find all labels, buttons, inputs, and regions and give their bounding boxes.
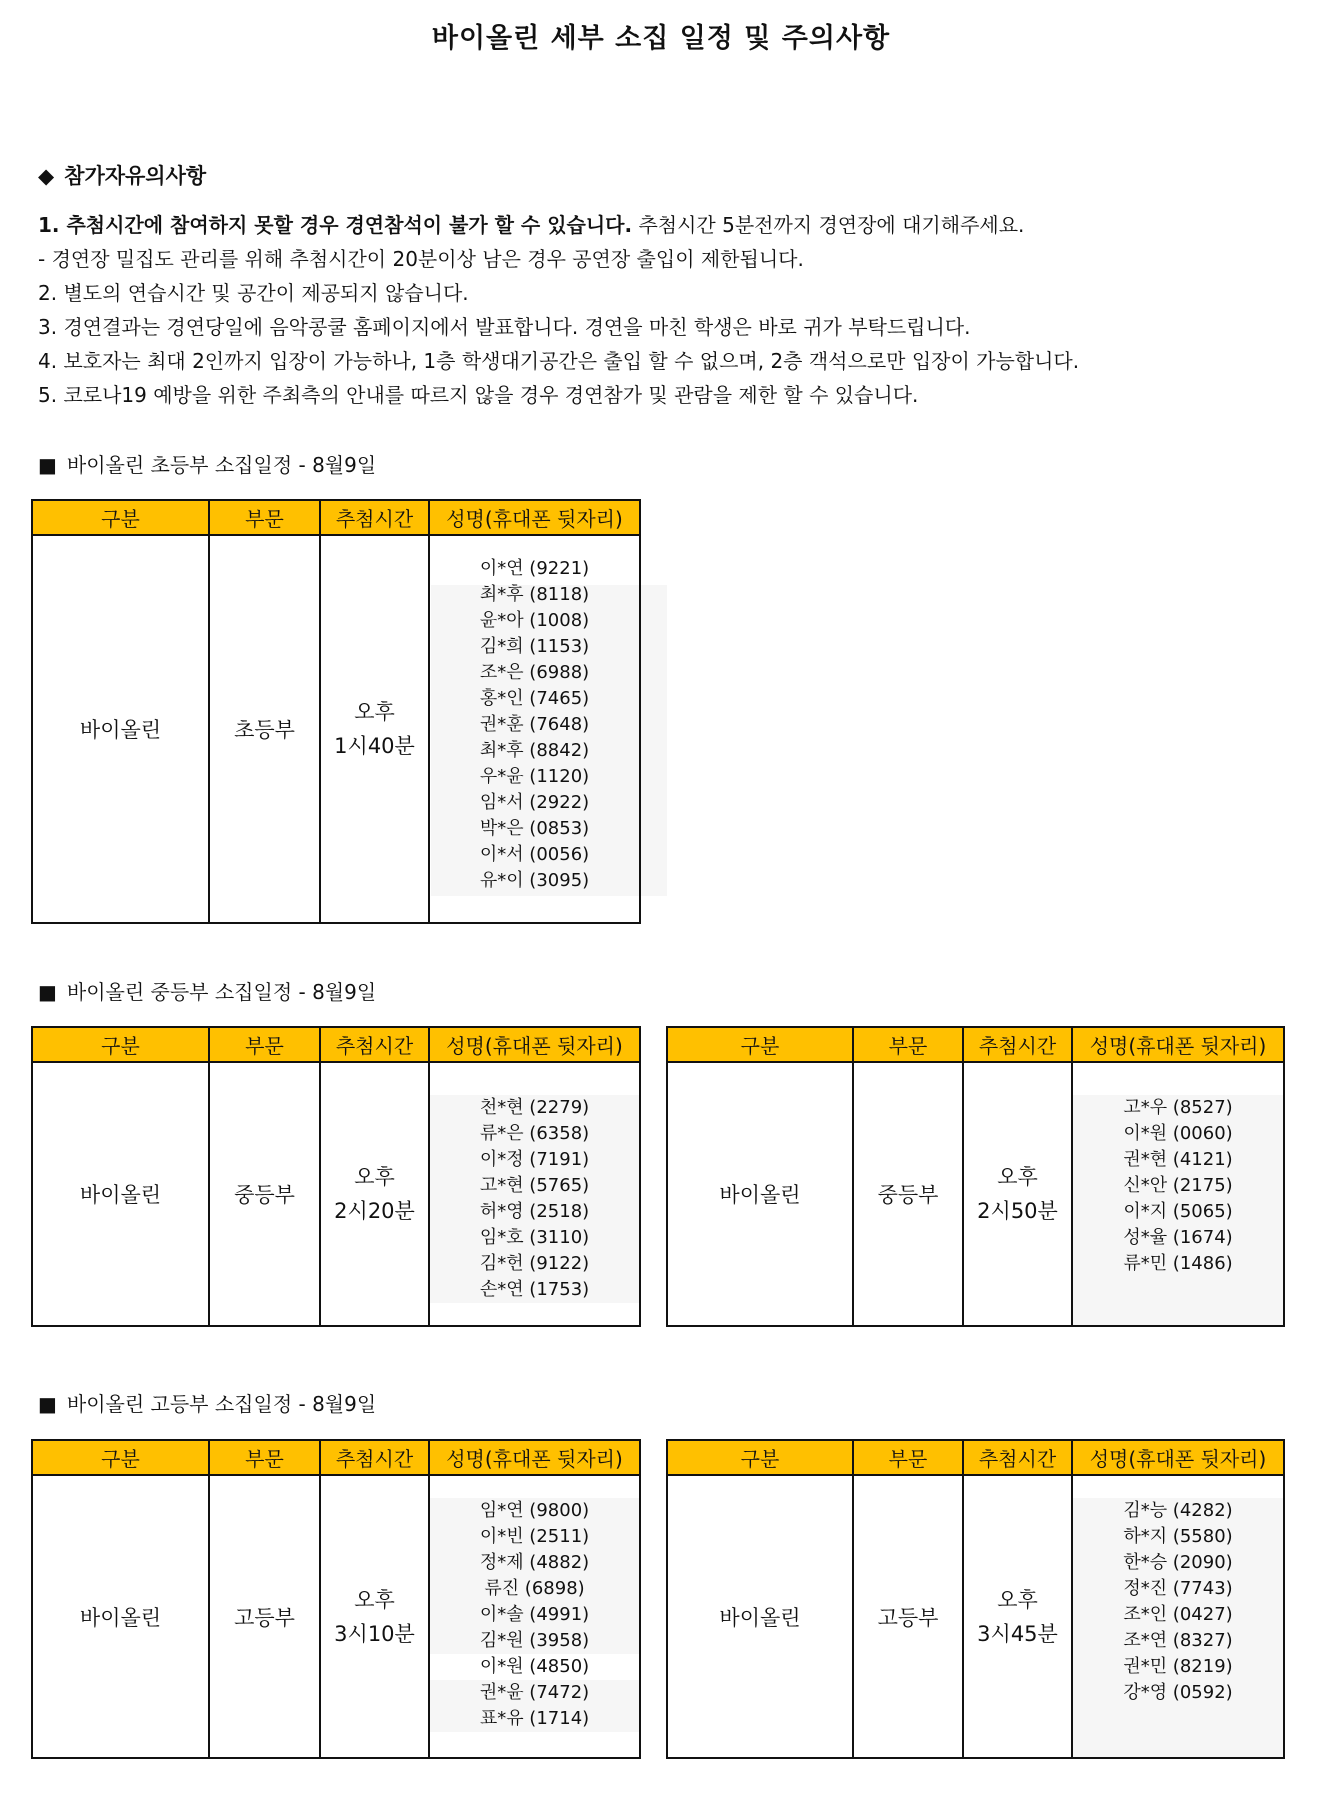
notice-item: - 경연장 밀집도 관리를 위해 추첨시간이 20분이상 남은 경우 공연장 출입이 제한됩니다. — [38, 247, 804, 271]
division-cell: 고등부 — [209, 1475, 320, 1758]
header-names: 성명(휴대폰 뒷자리) — [1072, 1027, 1284, 1062]
header-names: 성명(휴대폰 뒷자리) — [1072, 1440, 1284, 1475]
name-entry: 표*유 (1714) — [430, 1706, 639, 1732]
name-entry: 윤*아 (1008) — [479, 610, 590, 631]
header-category: 구분 — [32, 1440, 209, 1475]
section-heading-high: ■ 바이올린 고등부 소집일정 - 8월9일 — [38, 1392, 377, 1416]
section-heading-middle: ■ 바이올린 중등부 소집일정 - 8월9일 — [38, 980, 377, 1004]
time-cell: 오후 3시45분 — [963, 1475, 1072, 1758]
notice-item: 1. 추첨시간에 참여하지 못할 경우 경연참석이 불가 할 수 있습니다. 추첨시간 5분전까지 경연장에 대기해주세요. — [38, 213, 1025, 237]
name-entry: 권*현 (4121) — [1073, 1147, 1283, 1173]
name-entry: 고*현 (5765) — [430, 1173, 639, 1199]
header-names: 성명(휴대폰 뒷자리) — [429, 500, 640, 535]
time-cell: 오후 1시40분 — [320, 535, 429, 923]
names-cell — [1072, 1475, 1284, 1758]
notice-item: 3. 경연결과는 경연당일에 음악콩쿨 홈페이지에서 발표합니다. 경연을 마친 학생은 바로 귀가 부탁드립니다. — [38, 315, 971, 339]
header-division: 부문 — [209, 500, 320, 535]
name-list — [1073, 1476, 1283, 1706]
name-entry: 조*은 (6988) — [479, 662, 590, 683]
names-cell — [429, 1062, 640, 1326]
notice-heading: ◆ 참가자유의사항 — [38, 164, 207, 188]
name-entry: 이*서 (0056) — [479, 844, 590, 865]
name-entry: 류*은 (6358) — [430, 1121, 639, 1147]
name-entry: 강*영 (0592) — [1073, 1680, 1283, 1706]
name-entry: 이*연 (9221) — [479, 558, 590, 579]
division-cell: 중등부 — [209, 1062, 320, 1326]
name-entry: 이*지 (5065) — [1073, 1199, 1283, 1225]
name-list — [430, 536, 639, 894]
name-entry: 손*연 (1753) — [430, 1277, 639, 1303]
time-cell: 오후 2시50분 — [963, 1062, 1072, 1326]
name-entry: 권*훈 (7648) — [479, 714, 590, 735]
header-category: 구분 — [32, 500, 209, 535]
name-entry: 우*윤 (1120) — [479, 766, 590, 787]
name-entry: 김*희 (1153) — [479, 636, 590, 657]
name-entry: 조*연 (8327) — [1073, 1628, 1283, 1654]
name-entry: 이*정 (7191) — [430, 1147, 639, 1173]
name-entry: 한*승 (2090) — [1073, 1550, 1283, 1576]
name-entry: 고*우 (8527) — [1073, 1095, 1283, 1121]
square-bullet-icon: ■ — [38, 980, 57, 1004]
name-entry: 류*민 (1486) — [1073, 1251, 1283, 1277]
name-entry: 권*윤 (7472) — [430, 1680, 639, 1706]
name-entry: 최*후 (8118) — [479, 584, 590, 605]
name-entry: 이*원 (4850) — [479, 1656, 590, 1677]
category-cell: 바이올린 — [667, 1062, 853, 1326]
name-entry: 성*율 (1674) — [1073, 1225, 1283, 1251]
header-time: 추첨시간 — [320, 500, 429, 535]
name-entry: 최*후 (8842) — [479, 740, 590, 761]
name-entry: 임*연 (9800) — [430, 1498, 639, 1524]
diamond-icon: ◆ — [38, 164, 55, 188]
name-entry: 이*원 (0060) — [1073, 1121, 1283, 1147]
name-entry: 홍*인 (7465) — [479, 688, 590, 709]
notice-item: 2. 별도의 연습시간 및 공간이 제공되지 않습니다. — [38, 281, 469, 305]
division-cell: 초등부 — [209, 535, 320, 923]
names-cell — [429, 1475, 640, 1758]
header-time: 추첨시간 — [963, 1027, 1072, 1062]
header-category: 구분 — [32, 1027, 209, 1062]
header-category: 구분 — [667, 1440, 853, 1475]
name-entry: 류진 (6898) — [430, 1576, 639, 1602]
header-division: 부문 — [209, 1027, 320, 1062]
category-cell: 바이올린 — [32, 1475, 209, 1758]
name-entry: 정*진 (7743) — [1073, 1576, 1283, 1602]
header-division: 부문 — [853, 1440, 963, 1475]
category-cell: 바이올린 — [32, 535, 209, 923]
time-cell: 오후 3시10분 — [320, 1475, 429, 1758]
name-entry: 정*제 (4882) — [430, 1550, 639, 1576]
name-entry: 김*능 (4282) — [1073, 1498, 1283, 1524]
header-names: 성명(휴대폰 뒷자리) — [429, 1440, 640, 1475]
time-cell: 오후 2시20분 — [320, 1062, 429, 1326]
notice-list — [38, 208, 1079, 412]
name-list — [430, 1063, 639, 1303]
header-category: 구분 — [667, 1027, 853, 1062]
name-entry: 임*호 (3110) — [430, 1225, 639, 1251]
category-cell: 바이올린 — [32, 1062, 209, 1326]
name-entry: 유*이 (3095) — [479, 870, 590, 891]
schedule-table-middle-1 — [31, 1026, 641, 1327]
name-list — [430, 1476, 639, 1732]
schedule-table-high-1 — [31, 1439, 641, 1759]
division-cell: 중등부 — [853, 1062, 963, 1326]
schedule-table-middle-2 — [666, 1026, 1285, 1327]
name-entry: 박*은 (0853) — [479, 818, 590, 839]
schedule-table-elementary — [31, 499, 641, 924]
schedule-table-high-2 — [666, 1439, 1285, 1759]
header-time: 추첨시간 — [320, 1440, 429, 1475]
header-division: 부문 — [209, 1440, 320, 1475]
category-cell: 바이올린 — [667, 1475, 853, 1758]
name-entry: 조*인 (0427) — [1073, 1602, 1283, 1628]
header-names: 성명(휴대폰 뒷자리) — [429, 1027, 640, 1062]
name-entry: 이*빈 (2511) — [430, 1524, 639, 1550]
header-time: 추첨시간 — [320, 1027, 429, 1062]
names-cell — [1072, 1062, 1284, 1326]
header-time: 추첨시간 — [963, 1440, 1072, 1475]
name-entry: 권*민 (8219) — [1073, 1654, 1283, 1680]
header-division: 부문 — [853, 1027, 963, 1062]
name-entry: 허*영 (2518) — [430, 1199, 639, 1225]
notice-item: 5. 코로나19 예방을 위한 주최측의 안내를 따르지 않을 경우 경연참가 및 관람을 제한 할 수 있습니다. — [38, 383, 919, 407]
notice-item: 4. 보호자는 최대 2인까지 입장이 가능하나, 1층 학생대기공간은 출입 할 수 없으며, 2층 객석으로만 입장이 가능합니다. — [38, 349, 1080, 373]
square-bullet-icon: ■ — [38, 453, 57, 477]
square-bullet-icon: ■ — [38, 1392, 57, 1416]
name-entry: 하*지 (5580) — [1073, 1524, 1283, 1550]
page-title: 바이올린 세부 소집 일정 및 주의사항 — [431, 23, 891, 54]
names-cell — [429, 535, 640, 923]
name-entry: 신*안 (2175) — [1073, 1173, 1283, 1199]
name-entry: 임*서 (2922) — [479, 792, 590, 813]
name-list — [1073, 1063, 1283, 1277]
section-heading-elementary: ■ 바이올린 초등부 소집일정 - 8월9일 — [38, 453, 377, 477]
division-cell: 고등부 — [853, 1475, 963, 1758]
name-entry: 이*솔 (4991) — [430, 1602, 639, 1628]
name-entry: 김*원 (3958) — [430, 1628, 639, 1654]
name-entry: 김*헌 (9122) — [430, 1251, 639, 1277]
name-entry: 천*현 (2279) — [430, 1095, 639, 1121]
